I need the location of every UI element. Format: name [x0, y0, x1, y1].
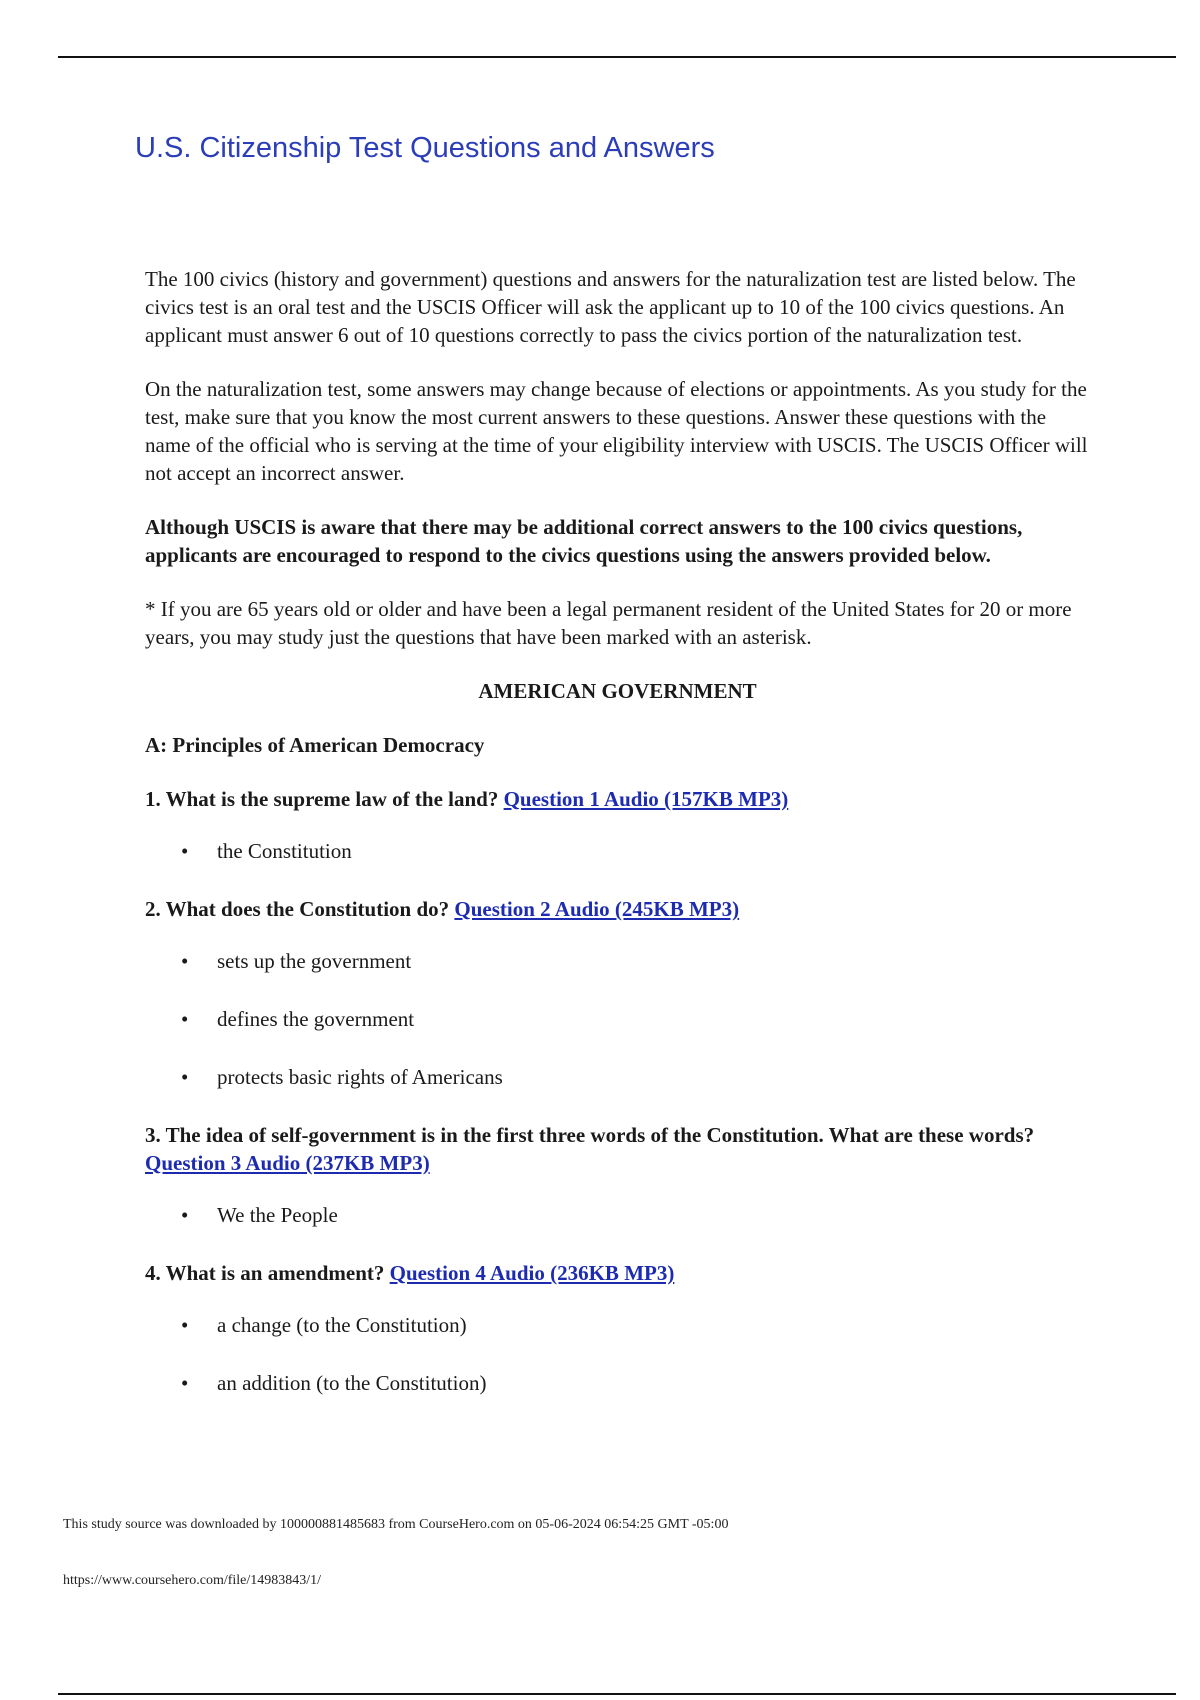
page-title: U.S. Citizenship Test Questions and Answers	[135, 132, 715, 164]
answer-item: • an addition (to the Constitution)	[145, 1369, 1090, 1397]
answer-item: • protects basic rights of Americans	[145, 1063, 1090, 1091]
question-3-answers	[145, 1201, 1090, 1229]
answer-item: • defines the government	[145, 1005, 1090, 1033]
top-rule	[58, 56, 1176, 58]
answer-item: • the Constitution	[145, 837, 1090, 865]
question-4-audio-link[interactable]: Question 4 Audio (236KB MP3)	[389, 1261, 675, 1285]
intro-paragraph-3: Although USCIS is aware that there may be additional correct answers to the 100 civics questions, applicants are encouraged to respond to the civics questions using the answers provided below.	[145, 515, 1023, 567]
answer-item: • We the People	[145, 1201, 1090, 1229]
subsection-heading: A: Principles of American Democracy	[145, 733, 485, 757]
answer-item: • sets up the government	[145, 947, 1090, 975]
question-1-text: 1. What is the supreme law of the land?	[145, 787, 499, 811]
question-1-audio-link[interactable]: Question 1 Audio (157KB MP3)	[503, 787, 789, 811]
section-heading: AMERICAN GOVERNMENT	[478, 679, 757, 703]
bottom-rule	[58, 1693, 1176, 1695]
asterisk-note: * If you are 65 years old or older and have been a legal permanent resident of the United States for 20 or more years, you may study just the questions that have been marked with an asterisk.	[145, 597, 1072, 649]
question-4-answers	[145, 1311, 1090, 1397]
question-4-text: 4. What is an amendment?	[145, 1261, 385, 1285]
question-3	[145, 1121, 1090, 1177]
question-1	[145, 785, 1090, 813]
download-notice: This study source was downloaded by 100000881485683 from CourseHero.com on 05-06-2024 06:54:25 GMT -05:00	[63, 1517, 729, 1532]
question-1-answers	[145, 837, 1090, 865]
answer-item: • a change (to the Constitution)	[145, 1311, 1090, 1339]
intro-paragraph-2: On the naturalization test, some answers may change because of elections or appointments. As you study for the test, make sure that you know the most current answers to these questions. Answer these questions with the name of the official who is serving at the time of your eligibility interview with USCIS. The USCIS Officer will not accept an incorrect answer.	[145, 377, 1088, 485]
source-url: https://www.coursehero.com/file/14983843/1/	[63, 1573, 322, 1588]
question-2-text: 2. What does the Constitution do?	[145, 897, 450, 921]
intro-paragraph-1: The 100 civics (history and government) questions and answers for the naturalization test are listed below. The civics test is an oral test and the USCIS Officer will ask the applicant up to 10 of the 100 civics questions. An applicant must answer 6 out of 10 questions correctly to pass the civics portion of the naturalization test.	[145, 267, 1076, 347]
question-2-audio-link[interactable]: Question 2 Audio (245KB MP3)	[454, 897, 740, 921]
question-4	[145, 1259, 1090, 1287]
question-2-answers	[145, 947, 1090, 1091]
question-3-text: 3. The idea of self-government is in the first three words of the Constitution. What are these words?	[145, 1123, 1035, 1147]
document-body	[145, 265, 1090, 1427]
question-2	[145, 895, 1090, 923]
question-3-audio-link[interactable]: Question 3 Audio (237KB MP3)	[145, 1151, 430, 1175]
